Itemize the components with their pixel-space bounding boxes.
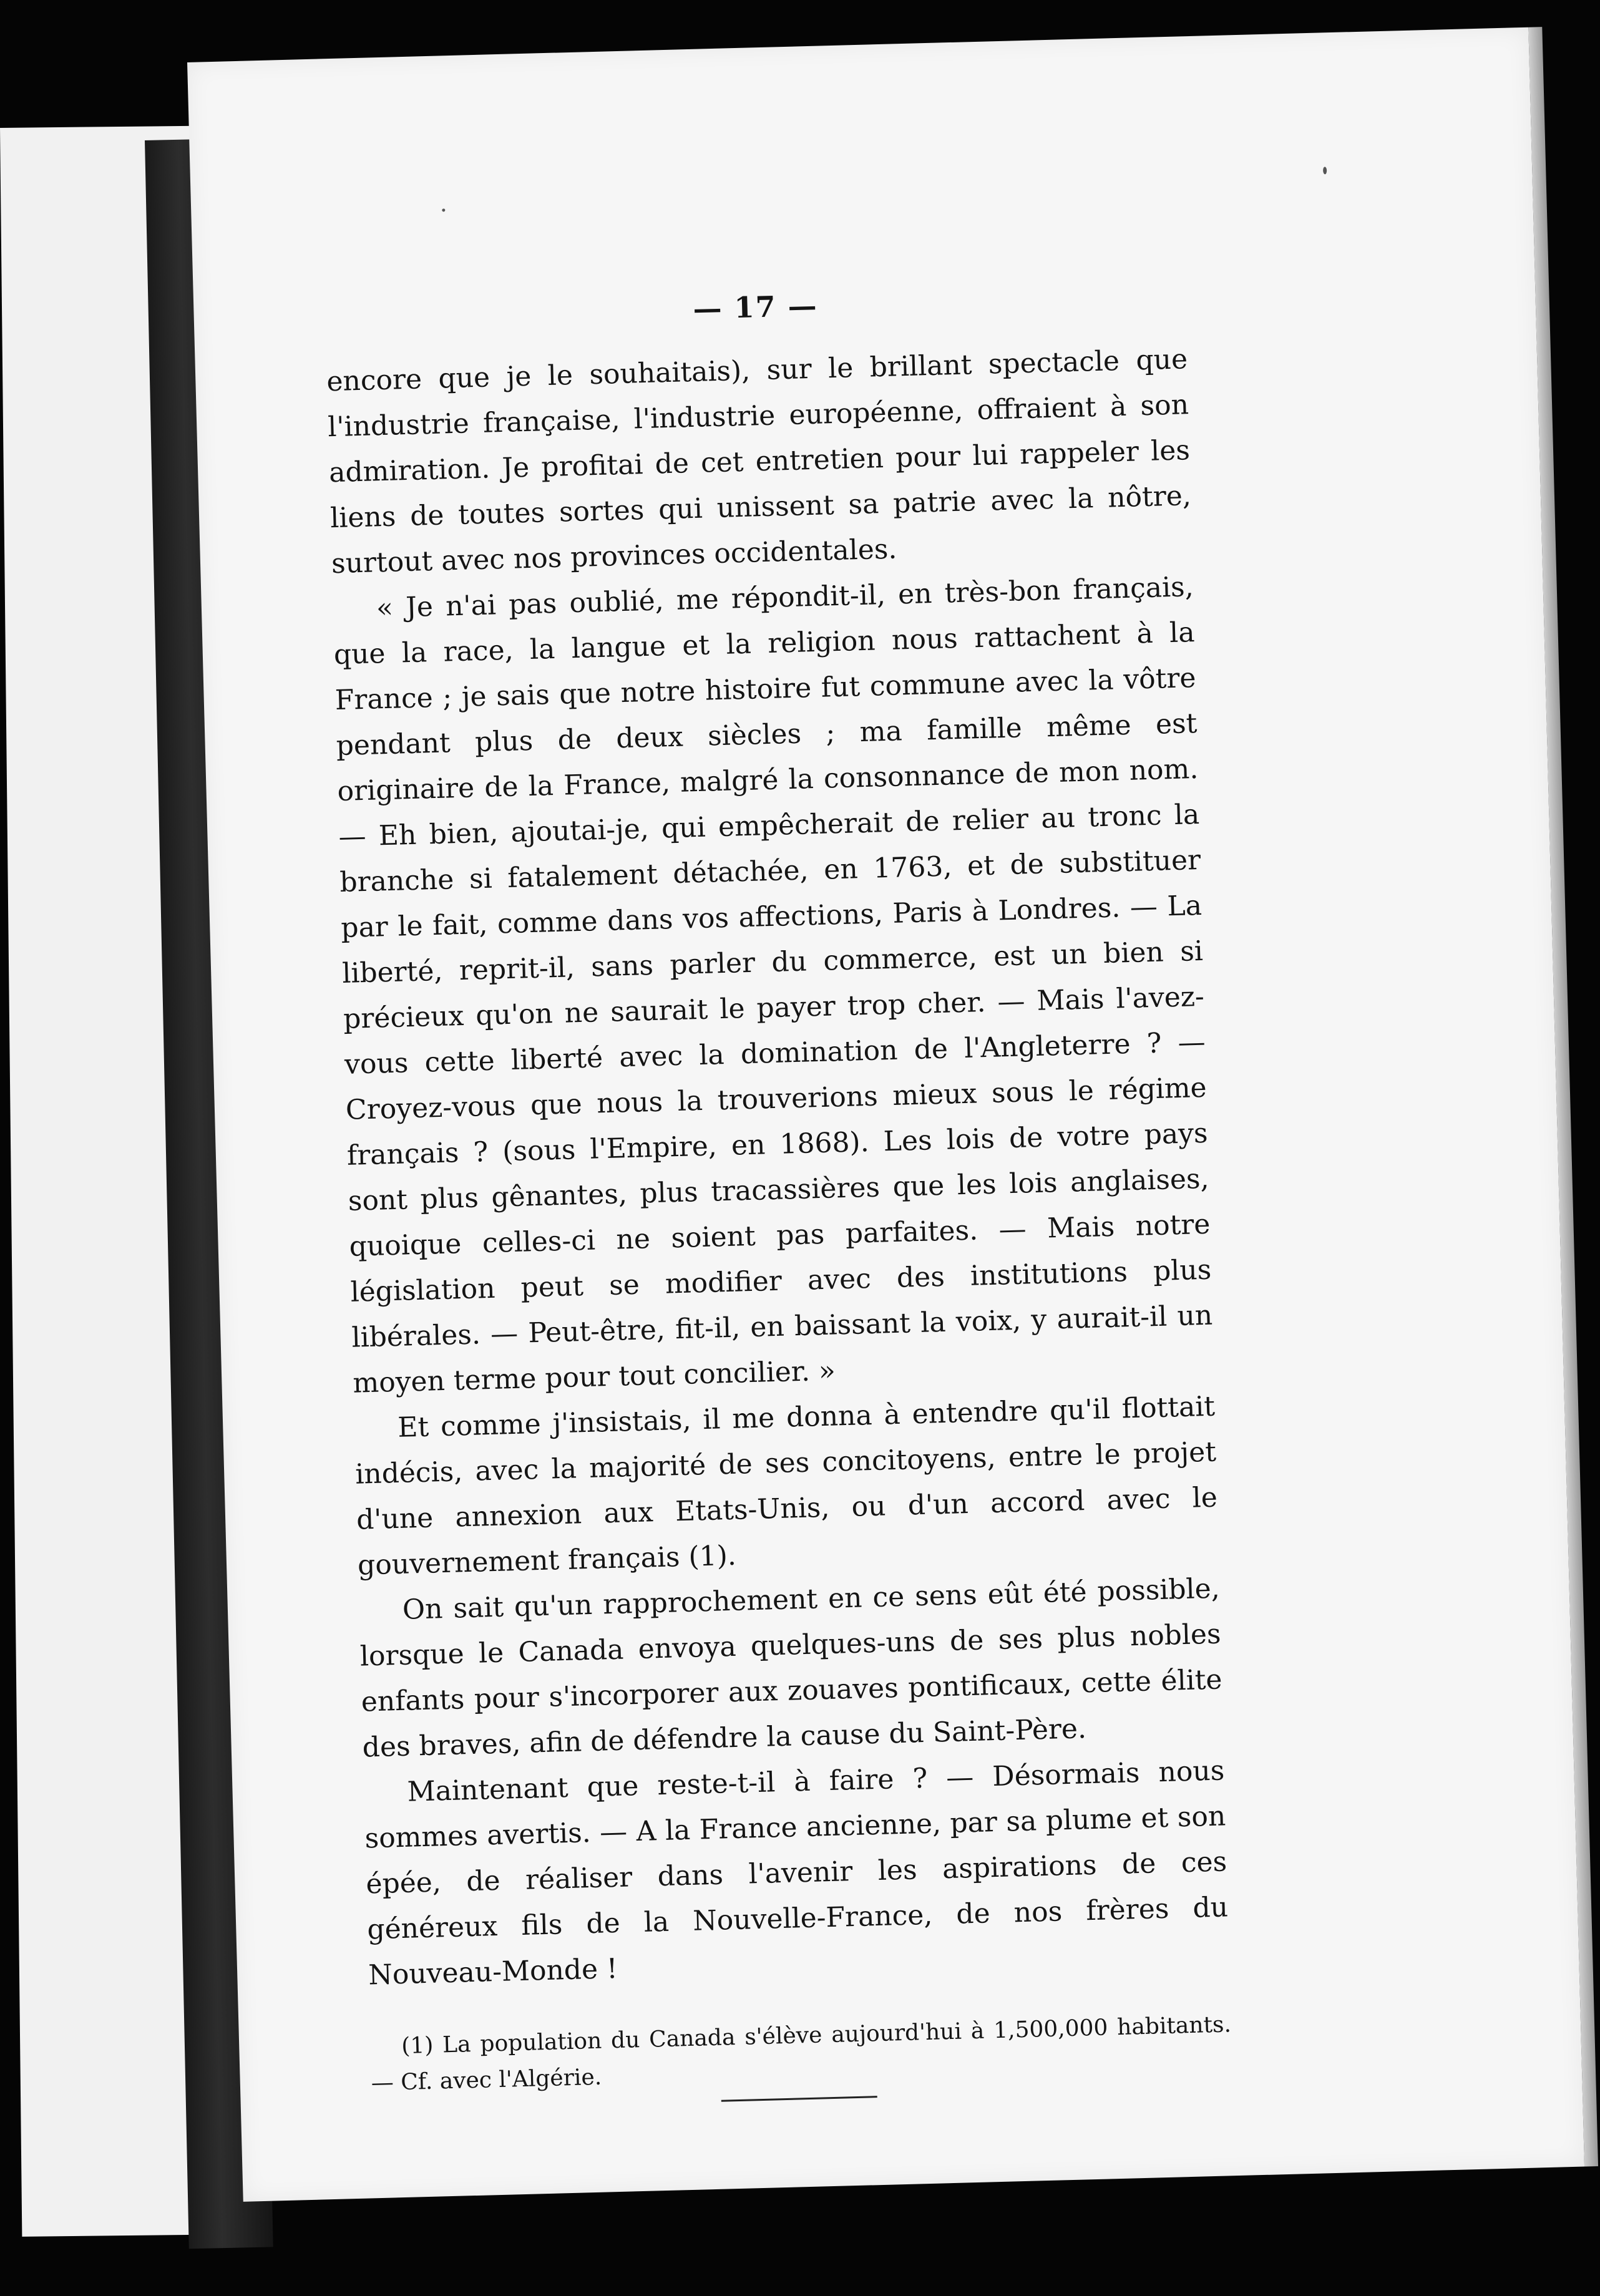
page-number: — 17 —	[692, 288, 819, 326]
paragraph: On sait qu'un rapprochement en ce sens eût été possible, lorsque le Canada envoya quelques-uns de ses plus nobles enfants pour s'incorporer aux zouaves pontificaux, cette élite des braves, afin de défendre la cause du Saint-Père.	[359, 1572, 1223, 1764]
footnote-area	[370, 2007, 1233, 2101]
paragraph: Maintenant que reste-t-il à faire ? — Désormais nous sommes avertis. — A la France ancienne, par sa plume et son épée, de réaliser dans l'avenir les aspirations de ces généreux fils de la Nouvelle-France, de nos frères du Nouveau-Monde !	[364, 1754, 1229, 1992]
paragraph: « Je n'ai pas oublié, me répondit-il, en très-bon français, que la race, la langue et la religion nous rattachent à la France ; je sais que notre histoire fut commune avec la vôtre pendant plus de deux siècles ; ma famille même est originaire de la France, malgré la consonnance de mon nom. — Eh bien, ajoutai-je, qui empêcherait de relier au tronc la branche si fatalement détachée, en 1763, et de substituer par le fait, comme dans vos affections, Paris à Londres. — La liberté, reprit-il, sans parler du commerce, est un bien si précieux qu'on ne saurait le payer trop cher. — Mais l'avez-vous cette liberté avec la domination de l'Angleterre ? — Croyez-vous que nous la trouverions mieux sous le régime français ? (sous l'Empire, en 1868). Les lois de votre pays sont plus gênantes, plus tracassières que les lois anglaises, quoique celles-ci ne soient pas parfaites. — Mais notre législation peut se modifier avec des institutions plus libérales. — Peut-être, fit-il, en baissant la voix, y aurait-il un moyen terme pour tout concilier. »	[333, 571, 1213, 1399]
scan-speck	[1323, 167, 1327, 174]
footnote: (1) La population du Canada s'élève aujourd'hui à 1,500,000 habitants. — Cf. avec l'Algérie.	[371, 2011, 1232, 2096]
page-17	[187, 27, 1584, 2202]
scan-speck	[442, 208, 445, 212]
page-edge-shadow	[1528, 27, 1598, 2166]
closing-rule	[721, 2096, 877, 2102]
paragraph: encore que je le souhaitais), sur le brillant spectacle que l'industrie française, l'industrie européenne, offraient à son admiration. Je profitai de cet entretien pour lui rappeler les liens de toutes sortes qui unissent sa patrie avec la nôtre, surtout avec nos provinces occidentales.	[326, 343, 1192, 580]
paragraph: Et comme j'insistais, il me donna à entendre qu'il flottait indécis, avec la majorité de ses concitoyens, entre le projet d'une annexion aux Etats-Unis, ou d'un accord avec le gouvernement français (1).	[354, 1390, 1218, 1582]
page-text	[324, 273, 1233, 2124]
